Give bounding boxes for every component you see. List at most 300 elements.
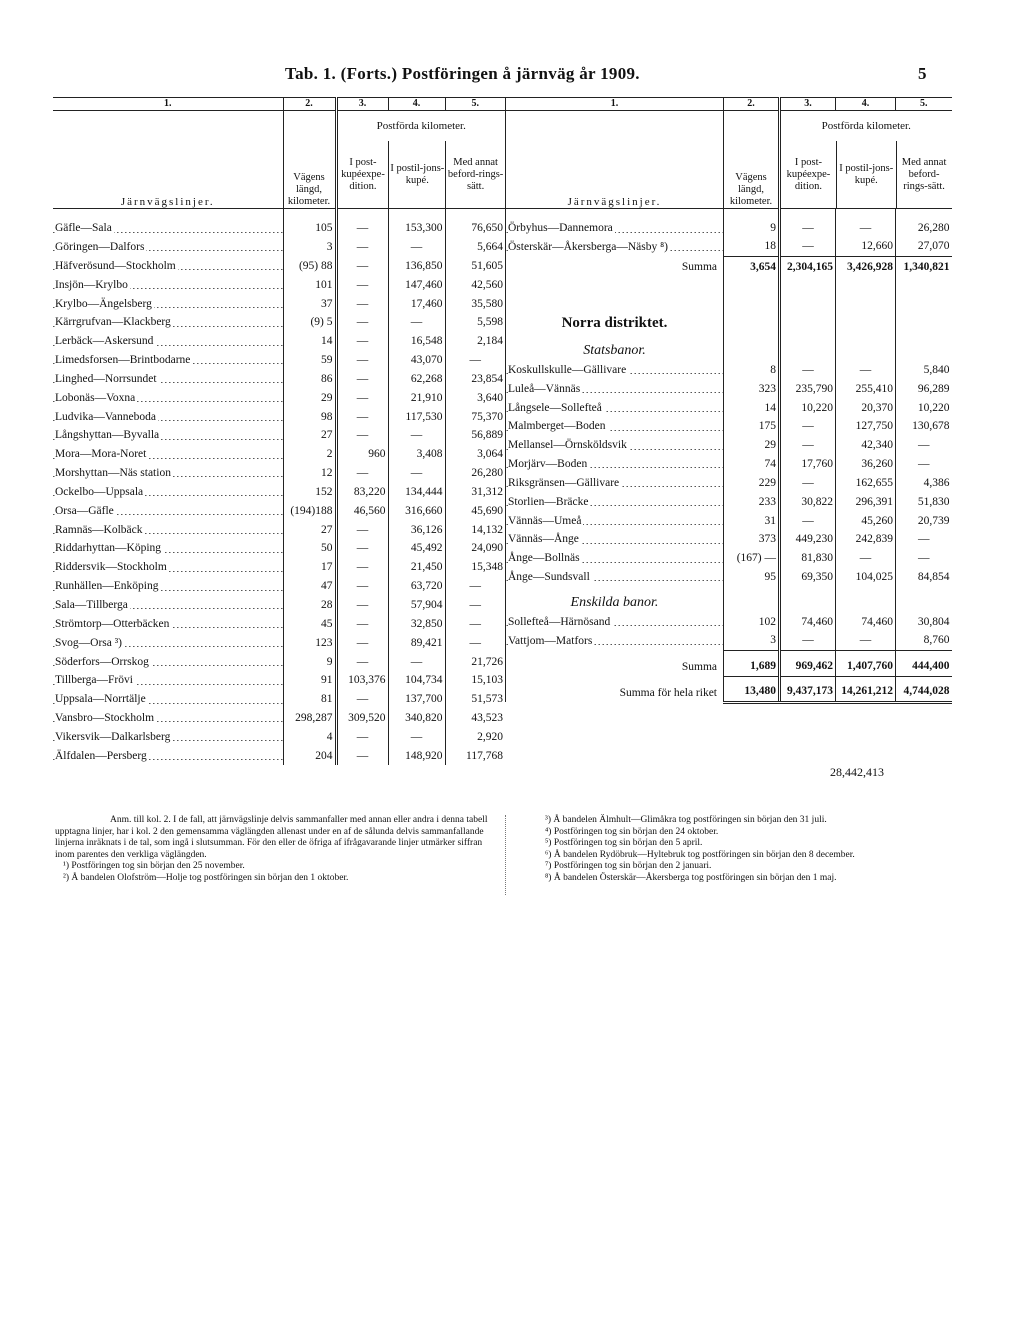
line-name bbox=[53, 558, 283, 577]
value-cell: 20,739 bbox=[896, 511, 952, 530]
line-name bbox=[506, 549, 724, 568]
length-cell: 14 bbox=[283, 332, 336, 351]
value-cell: — bbox=[445, 633, 505, 652]
value-cell: 26,280 bbox=[896, 219, 952, 238]
value-cell: 17,460 bbox=[388, 294, 445, 313]
value-cell: 148,920 bbox=[388, 746, 445, 765]
sum-value: 2,304,165 bbox=[780, 256, 836, 276]
value-cell: 5,598 bbox=[445, 313, 505, 332]
value-cell: 12,660 bbox=[836, 237, 896, 256]
value-cell: — bbox=[780, 436, 836, 455]
value-cell: — bbox=[336, 237, 388, 256]
value-cell: 43,070 bbox=[388, 350, 445, 369]
value-cell: 5,664 bbox=[445, 237, 505, 256]
column-header-group: Postförda kilometer. bbox=[376, 120, 466, 132]
length-cell: 229 bbox=[724, 473, 780, 492]
notes-left bbox=[55, 815, 495, 885]
header-row bbox=[506, 111, 952, 209]
line-name-text: Lerbäck—Askersund bbox=[55, 335, 154, 348]
header-row bbox=[53, 111, 505, 209]
grand-total: 28,442,413 bbox=[830, 765, 884, 779]
value-cell: — bbox=[336, 407, 388, 426]
length-cell: 18 bbox=[724, 237, 780, 256]
value-cell: — bbox=[336, 539, 388, 558]
table-row bbox=[53, 332, 505, 351]
value-cell: — bbox=[836, 549, 896, 568]
line-name bbox=[53, 275, 283, 294]
line-name-text: Tillberga—Frövi bbox=[55, 674, 133, 687]
value-cell: 26,280 bbox=[445, 463, 505, 482]
line-name-text: Mellansel—Örnsköldsvik bbox=[508, 439, 627, 452]
line-name-text: Insjön—Krylbo bbox=[55, 278, 128, 291]
column-header-col5: Med annat beford-rings-sätt. bbox=[445, 141, 505, 208]
length-cell: (194)188 bbox=[283, 501, 336, 520]
length-cell: 101 bbox=[283, 275, 336, 294]
value-cell: 3,408 bbox=[388, 445, 445, 464]
value-cell: 316,660 bbox=[388, 501, 445, 520]
table-row bbox=[53, 746, 505, 765]
line-name-text: Morjärv—Boden bbox=[508, 458, 588, 471]
value-cell: — bbox=[780, 417, 836, 436]
note-text: ¹) Postföringen tog sin början den 25 november. bbox=[63, 861, 245, 872]
table-row bbox=[53, 463, 505, 482]
value-cell: 255,410 bbox=[836, 379, 896, 398]
value-cell: — bbox=[388, 237, 445, 256]
table-row bbox=[53, 482, 505, 501]
line-name bbox=[53, 690, 283, 709]
table-row bbox=[53, 313, 505, 332]
length-cell: 27 bbox=[283, 520, 336, 539]
line-name-text: Mora—Mora-Noret bbox=[55, 448, 147, 461]
value-cell: — bbox=[896, 436, 952, 455]
value-cell: 117,530 bbox=[388, 407, 445, 426]
line-name-text: Vännäs—Umeå bbox=[508, 514, 582, 527]
line-name bbox=[506, 511, 724, 530]
value-cell: 81,830 bbox=[780, 549, 836, 568]
table-row bbox=[53, 294, 505, 313]
sum-row bbox=[506, 676, 952, 702]
table-row bbox=[53, 595, 505, 614]
length-cell: 12 bbox=[283, 463, 336, 482]
column-header-col4: I postil-jons-kupé. bbox=[836, 141, 896, 208]
note-text: ⁸) Å bandelen Österskär—Åkersberga tog postföringen sin början den 1 maj. bbox=[545, 872, 837, 883]
value-cell: 130,678 bbox=[896, 417, 952, 436]
col-number: 4. bbox=[836, 98, 896, 111]
note-text: Anm. till kol. 2. I de fall, att järnvägslinje delvis sammanfaller med annan eller andra i denna tabell upptagna linjer, har i kol. 2 den gemensamma väglängden allenast under en af de sålunda delvis sammanfallande linjerna inräknats i de tal, som ingå i slutsumman. För den eller de öfriga af ifrågavarande linjer utmärker siffran inom parentes den verkliga väglängden. bbox=[55, 815, 488, 860]
length-cell: 123 bbox=[283, 633, 336, 652]
value-cell: — bbox=[836, 219, 896, 238]
value-cell: — bbox=[336, 332, 388, 351]
line-name-text: Häfverösund—Stockholm bbox=[55, 259, 176, 272]
note-text: ⁴) Postföringen tog sin början den 24 oktober. bbox=[545, 826, 719, 837]
table-row bbox=[53, 388, 505, 407]
column-number-row bbox=[53, 98, 505, 111]
line-name-text: Vansbro—Stockholm bbox=[55, 712, 155, 725]
sum-value: 1,407,760 bbox=[836, 650, 896, 676]
length-cell: 373 bbox=[724, 530, 780, 549]
length-cell: 91 bbox=[283, 671, 336, 690]
line-name bbox=[506, 530, 724, 549]
enskilda-title: Enskilda banor. bbox=[506, 586, 724, 612]
length-cell: 28 bbox=[283, 595, 336, 614]
line-name-text: Älfdalen—Persberg bbox=[55, 749, 147, 762]
line-name-text: Österskär—Åkersberga—Näsby ⁸) bbox=[508, 240, 668, 253]
value-cell: 31,312 bbox=[445, 482, 505, 501]
column-header-col3: I post-kupéexpe-dition. bbox=[786, 156, 831, 192]
value-cell: 14,132 bbox=[445, 520, 505, 539]
value-cell: 36,126 bbox=[388, 520, 445, 539]
value-cell: 43,523 bbox=[445, 708, 505, 727]
length-cell: 29 bbox=[724, 436, 780, 455]
value-cell: — bbox=[388, 313, 445, 332]
line-name bbox=[53, 332, 283, 351]
value-cell: 30,822 bbox=[780, 492, 836, 511]
value-cell: 27,070 bbox=[896, 237, 952, 256]
right-table-panel bbox=[505, 97, 951, 704]
line-name bbox=[506, 492, 724, 511]
line-name-text: Vännäs—Ånge bbox=[508, 533, 579, 546]
line-name-text: Strömtorp—Otterbäcken bbox=[55, 617, 170, 630]
value-cell: 10,220 bbox=[780, 398, 836, 417]
value-cell: — bbox=[336, 350, 388, 369]
value-cell: — bbox=[445, 614, 505, 633]
value-cell: 5,840 bbox=[896, 360, 952, 379]
line-name bbox=[53, 746, 283, 765]
column-header-col4: I postil-jons-kupé. bbox=[388, 141, 445, 208]
value-cell: 57,904 bbox=[388, 595, 445, 614]
notes-divider bbox=[505, 815, 507, 895]
value-cell: 76,650 bbox=[445, 219, 505, 238]
norra-title-row bbox=[506, 276, 952, 332]
line-name-text: Ånge—Bollnäs bbox=[508, 552, 580, 565]
value-cell: 51,605 bbox=[445, 256, 505, 275]
value-cell: — bbox=[336, 275, 388, 294]
value-cell: 296,391 bbox=[836, 492, 896, 511]
length-cell: (167) — bbox=[724, 549, 780, 568]
value-cell: — bbox=[445, 350, 505, 369]
table-row bbox=[53, 520, 505, 539]
page-header bbox=[0, 64, 1024, 86]
value-cell: 153,300 bbox=[388, 219, 445, 238]
value-cell: 46,560 bbox=[336, 501, 388, 520]
value-cell: — bbox=[780, 237, 836, 256]
value-cell: — bbox=[336, 577, 388, 596]
length-cell: 98 bbox=[283, 407, 336, 426]
line-name bbox=[506, 567, 724, 586]
left-table-body bbox=[53, 219, 505, 765]
line-name-text: Svog—Orsa ³) bbox=[55, 636, 123, 649]
table-row bbox=[506, 567, 952, 586]
col-number: 2. bbox=[724, 98, 780, 111]
value-cell: 23,854 bbox=[445, 369, 505, 388]
value-cell: — bbox=[388, 652, 445, 671]
line-name-text: Ockelbo—Uppsala bbox=[55, 485, 144, 498]
table-row bbox=[506, 219, 952, 238]
value-cell: — bbox=[336, 614, 388, 633]
length-cell: 86 bbox=[283, 369, 336, 388]
note-text: ²) Å bandelen Olofström—Holje tog postföringen sin början den 1 oktober. bbox=[63, 872, 349, 883]
table-row bbox=[506, 549, 952, 568]
table-row bbox=[53, 652, 505, 671]
sum-value: 1,340,821 bbox=[896, 256, 952, 276]
length-cell: 9 bbox=[283, 652, 336, 671]
note-text: ³) Å bandelen Älmhult—Glimåkra tog postföringen sin början den 31 juli. bbox=[545, 815, 827, 825]
value-cell: — bbox=[896, 549, 952, 568]
line-name bbox=[53, 313, 283, 332]
table-row bbox=[506, 417, 952, 436]
length-cell: 45 bbox=[283, 614, 336, 633]
table-row bbox=[506, 237, 952, 256]
table-row bbox=[506, 530, 952, 549]
table-row bbox=[53, 275, 505, 294]
norra-title: Norra distriktet. bbox=[506, 276, 724, 332]
value-cell: 51,830 bbox=[896, 492, 952, 511]
line-name-text: Långsele—Sollefteå bbox=[508, 401, 602, 414]
value-cell: 75,370 bbox=[445, 407, 505, 426]
column-header-length: Vägens längd, kilometer. bbox=[724, 111, 780, 209]
sum-value: 14,261,212 bbox=[836, 676, 896, 702]
table-row bbox=[53, 237, 505, 256]
line-name bbox=[506, 219, 724, 238]
value-cell: 449,230 bbox=[780, 530, 836, 549]
value-cell: 42,340 bbox=[836, 436, 896, 455]
table-row bbox=[506, 379, 952, 398]
line-name-text: Luleå—Vännäs bbox=[508, 382, 581, 395]
line-name bbox=[53, 350, 283, 369]
line-name bbox=[506, 454, 724, 473]
table-row bbox=[506, 612, 952, 631]
line-name-text: Malmberget—Boden bbox=[508, 420, 606, 433]
right-table bbox=[505, 97, 952, 704]
length-cell: 17 bbox=[283, 558, 336, 577]
table-row bbox=[506, 360, 952, 379]
value-cell: 17,760 bbox=[780, 454, 836, 473]
line-name-text: Vikersvik—Dalkarlsberg bbox=[55, 730, 171, 743]
table-row bbox=[53, 369, 505, 388]
statsbanor-title: Statsbanor. bbox=[506, 332, 724, 360]
value-cell: 162,655 bbox=[836, 473, 896, 492]
value-cell: — bbox=[388, 727, 445, 746]
line-name bbox=[53, 426, 283, 445]
note-text: ⁶) Å bandelen Rydöbruk—Hyltebruk tog postföringen sin början den 8 december. bbox=[545, 849, 855, 860]
line-name-text: Uppsala—Norrtälje bbox=[55, 693, 146, 706]
value-cell: — bbox=[336, 652, 388, 671]
table-row bbox=[53, 407, 505, 426]
col-number: 2. bbox=[283, 98, 336, 111]
length-cell: 95 bbox=[724, 567, 780, 586]
value-cell: 84,854 bbox=[896, 567, 952, 586]
sum-value: 9,437,173 bbox=[780, 676, 836, 702]
line-name-text: Linghed—Norrsundet bbox=[55, 372, 157, 385]
line-name bbox=[53, 595, 283, 614]
length-cell: 105 bbox=[283, 219, 336, 238]
table-row bbox=[53, 614, 505, 633]
value-cell: — bbox=[336, 633, 388, 652]
left-table-panel bbox=[53, 97, 505, 765]
line-name bbox=[506, 237, 724, 256]
length-cell: 152 bbox=[283, 482, 336, 501]
value-cell: 32,850 bbox=[388, 614, 445, 633]
line-name bbox=[53, 633, 283, 652]
value-cell: 21,910 bbox=[388, 388, 445, 407]
line-name bbox=[506, 417, 724, 436]
right-table-body bbox=[506, 219, 952, 703]
length-cell: 3 bbox=[724, 631, 780, 650]
value-cell: 103,376 bbox=[336, 671, 388, 690]
line-name-text: Vattjom—Matfors bbox=[508, 634, 593, 647]
line-name-text: Ånge—Sundsvall bbox=[508, 571, 590, 584]
value-cell: — bbox=[388, 463, 445, 482]
line-name bbox=[506, 398, 724, 417]
line-name-text: Riddarhyttan—Köping bbox=[55, 542, 162, 555]
value-cell: 136,850 bbox=[388, 256, 445, 275]
value-cell: 63,720 bbox=[388, 577, 445, 596]
value-cell: — bbox=[780, 473, 836, 492]
length-cell: (95) 88 bbox=[283, 256, 336, 275]
line-name-text: Orsa—Gäfle bbox=[55, 504, 114, 517]
value-cell: — bbox=[445, 577, 505, 596]
page-title: Tab. 1. (Forts.) Postföringen å järnväg år 1909. bbox=[285, 64, 640, 83]
value-cell: 96,289 bbox=[896, 379, 952, 398]
col-number: 4. bbox=[388, 98, 445, 111]
line-name bbox=[53, 407, 283, 426]
value-cell: 21,450 bbox=[388, 558, 445, 577]
length-cell: 8 bbox=[724, 360, 780, 379]
line-name bbox=[53, 501, 283, 520]
sum-value: 444,400 bbox=[896, 650, 952, 676]
col-number: 1. bbox=[506, 98, 724, 111]
value-cell: — bbox=[336, 690, 388, 709]
value-cell: — bbox=[336, 426, 388, 445]
value-cell: — bbox=[780, 219, 836, 238]
value-cell: 62,268 bbox=[388, 369, 445, 388]
line-name bbox=[53, 219, 283, 238]
value-cell: 69,350 bbox=[780, 567, 836, 586]
col-number: 3. bbox=[336, 98, 388, 111]
value-cell: 8,760 bbox=[896, 631, 952, 650]
value-cell: 42,560 bbox=[445, 275, 505, 294]
table-row bbox=[506, 511, 952, 530]
value-cell: 117,768 bbox=[445, 746, 505, 765]
line-name-text: Kärrgrufvan—Klackberg bbox=[55, 316, 171, 329]
value-cell: 20,370 bbox=[836, 398, 896, 417]
value-cell: 24,090 bbox=[445, 539, 505, 558]
value-cell: — bbox=[336, 313, 388, 332]
value-cell: 51,573 bbox=[445, 690, 505, 709]
value-cell: — bbox=[780, 360, 836, 379]
value-cell: — bbox=[896, 454, 952, 473]
line-name bbox=[53, 294, 283, 313]
sum-length: 1,689 bbox=[724, 650, 780, 676]
line-name-text: Storlien—Bräcke bbox=[508, 495, 589, 508]
length-cell: 81 bbox=[283, 690, 336, 709]
line-name bbox=[53, 614, 283, 633]
column-header-col3: I post-kupéexpe-dition. bbox=[341, 156, 385, 192]
line-name bbox=[53, 388, 283, 407]
line-name-text: Sollefteå—Härnösand bbox=[508, 615, 611, 628]
table-row bbox=[53, 539, 505, 558]
value-cell: 309,520 bbox=[336, 708, 388, 727]
line-name-text: Gäfle—Sala bbox=[55, 222, 112, 235]
sum-length: 13,480 bbox=[724, 676, 780, 702]
value-cell: — bbox=[336, 388, 388, 407]
col-number: 1. bbox=[53, 98, 283, 111]
length-cell: 4 bbox=[283, 727, 336, 746]
table-row bbox=[53, 671, 505, 690]
value-cell: 3,640 bbox=[445, 388, 505, 407]
table-row bbox=[53, 501, 505, 520]
value-cell: 45,492 bbox=[388, 539, 445, 558]
line-name bbox=[53, 237, 283, 256]
sum-row bbox=[506, 256, 952, 276]
value-cell: 2,920 bbox=[445, 727, 505, 746]
value-cell: 127,750 bbox=[836, 417, 896, 436]
line-name-text: Krylbo—Ängelsberg bbox=[55, 297, 152, 310]
value-cell: 15,348 bbox=[445, 558, 505, 577]
value-cell: 15,103 bbox=[445, 671, 505, 690]
length-cell: 50 bbox=[283, 539, 336, 558]
line-name bbox=[506, 612, 724, 631]
value-cell: — bbox=[336, 256, 388, 275]
length-cell: 175 bbox=[724, 417, 780, 436]
line-name bbox=[53, 539, 283, 558]
value-cell: — bbox=[336, 520, 388, 539]
length-cell: 233 bbox=[724, 492, 780, 511]
table-row bbox=[506, 454, 952, 473]
length-cell: 59 bbox=[283, 350, 336, 369]
line-name-text: Riksgränsen—Gällivare bbox=[508, 476, 620, 489]
table-row bbox=[506, 398, 952, 417]
line-name bbox=[506, 379, 724, 398]
sum-label: Summa bbox=[506, 256, 724, 276]
value-cell: — bbox=[445, 595, 505, 614]
value-cell: — bbox=[336, 746, 388, 765]
value-cell: — bbox=[336, 369, 388, 388]
line-name bbox=[506, 473, 724, 492]
value-cell: — bbox=[780, 631, 836, 650]
line-name-text: Långshyttan—Byvalla bbox=[55, 429, 160, 442]
value-cell: 4,386 bbox=[896, 473, 952, 492]
value-cell: 83,220 bbox=[336, 482, 388, 501]
line-name bbox=[53, 727, 283, 746]
line-name bbox=[506, 436, 724, 455]
column-header-group: Postförda kilometer. bbox=[821, 120, 911, 132]
sum-length: 3,654 bbox=[724, 256, 780, 276]
table-row bbox=[53, 445, 505, 464]
value-cell: — bbox=[388, 426, 445, 445]
table-row bbox=[53, 558, 505, 577]
value-cell: 242,839 bbox=[836, 530, 896, 549]
length-cell: 9 bbox=[724, 219, 780, 238]
value-cell: 74,460 bbox=[836, 612, 896, 631]
statsbanor-title-row bbox=[506, 332, 952, 360]
length-cell: 47 bbox=[283, 577, 336, 596]
line-name bbox=[53, 482, 283, 501]
line-name-text: Limedsforsen—Brintbodarne bbox=[55, 354, 191, 367]
line-name-text: Sala—Tillberga bbox=[55, 599, 128, 612]
value-cell: 147,460 bbox=[388, 275, 445, 294]
value-cell: — bbox=[780, 511, 836, 530]
notes-right bbox=[545, 815, 955, 885]
col-number: 3. bbox=[780, 98, 836, 111]
line-name bbox=[53, 463, 283, 482]
page-number: 5 bbox=[918, 64, 927, 83]
value-cell: 3,064 bbox=[445, 445, 505, 464]
value-cell: 74,460 bbox=[780, 612, 836, 631]
length-cell: 14 bbox=[724, 398, 780, 417]
value-cell: — bbox=[896, 530, 952, 549]
value-cell: 16,548 bbox=[388, 332, 445, 351]
